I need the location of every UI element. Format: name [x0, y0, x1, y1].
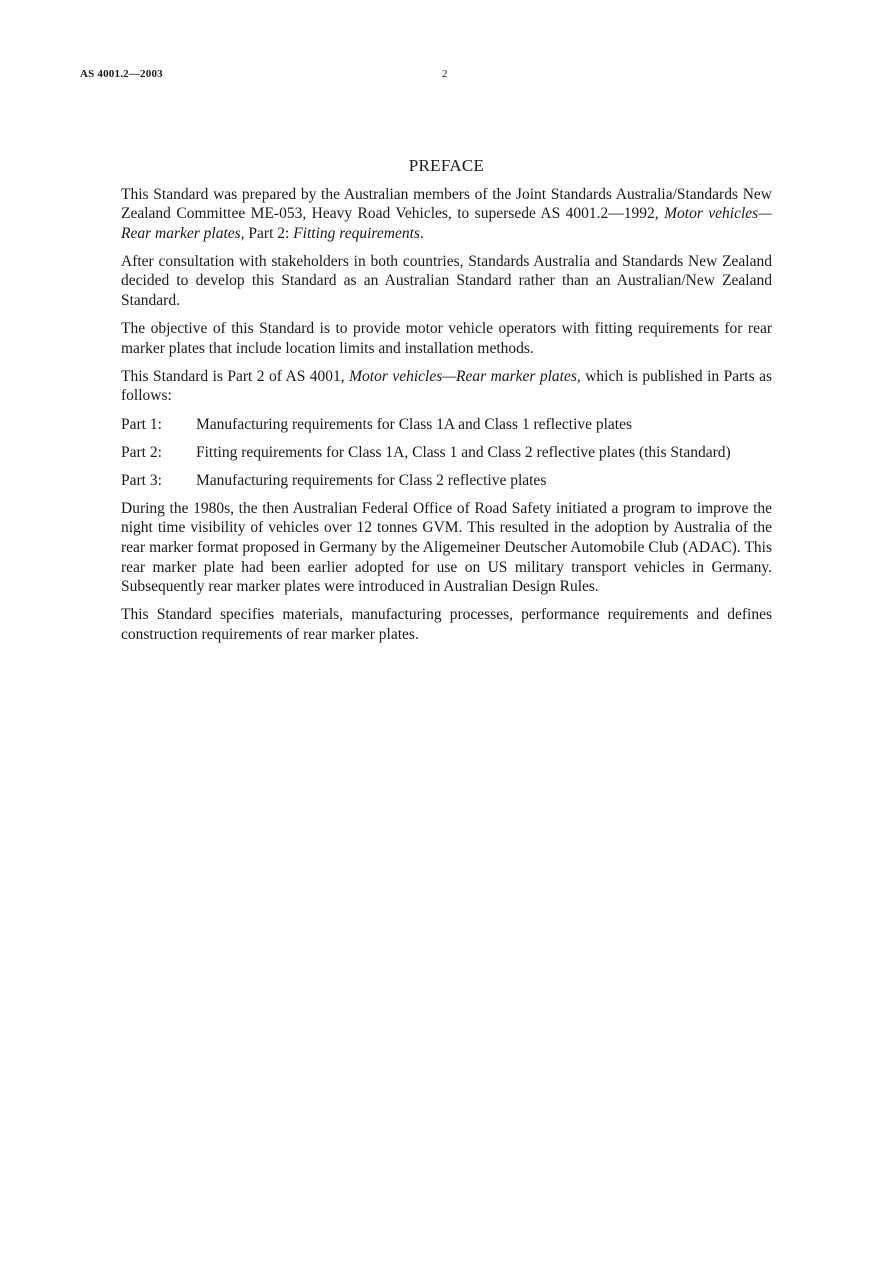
list-item: [121, 415, 772, 435]
para1-title-italic: Motor vehicles—Rear marker plates,: [121, 205, 772, 242]
preface-section: [121, 156, 772, 653]
preface-paragraph-4: [121, 367, 772, 406]
part-description: Fitting requirements for Class 1A, Class 1 and Class 2 reflective plates (this Standard): [196, 443, 731, 461]
preface-paragraph-6: This Standard specifies materials, manufacturing processes, performance requirements and defines construction requirements of rear marker plates.: [121, 606, 772, 643]
part-description: Manufacturing requirements for Class 1A and Class 1 reflective plates: [196, 415, 633, 433]
part-description: Manufacturing requirements for Class 2 reflective plates: [196, 471, 547, 489]
para1-text-a: This Standard was prepared by the Australian members of the Joint Standards Australia/Standards New Zealand Committee ME-053, Heavy Road Vehicles, to supersede AS 4001.2—1992,: [121, 185, 772, 223]
page-title: PREFACE: [408, 156, 485, 175]
page-header: [80, 68, 812, 84]
para4-text-c: , which is published in Parts as follows:: [121, 367, 772, 405]
para4-text-a: This Standard is Part 2 of AS 4001,: [121, 367, 350, 385]
preface-paragraph-5: During the 1980s, the then Australian Federal Office of Road Safety initiated a program to improve the night time visibility of vehicles over 12 tonnes GVM. This resulted in the adoption by Australia of the rear marker format proposed in Germany by the Aligemeiner Deutscher Automobile Club (ADAC). This rear marker plate had been earlier adopted for use on US military transport vehicles in Germany. Subsequently rear marker plates were introduced in Australian Design Rules.: [121, 499, 772, 596]
list-item: [121, 443, 772, 463]
document-id: AS 4001.2—2003: [80, 68, 163, 80]
para1-text-e: .: [419, 224, 424, 242]
para1-subtitle-italic: Fitting requirements: [293, 224, 420, 242]
list-item: [121, 471, 772, 491]
para1-text-c: Part 2:: [244, 224, 294, 242]
para4-title-italic: Motor vehicles—Rear marker plates: [349, 367, 577, 385]
part-label: Part 3:: [121, 471, 162, 489]
part-label: Part 1:: [121, 415, 162, 433]
preface-paragraph-3: The objective of this Standard is to provide motor vehicle operators with fitting requirements for rear marker plates that include location limits and installation methods.: [121, 320, 772, 357]
page-number: 2: [442, 68, 448, 80]
part-label: Part 2:: [121, 443, 162, 461]
preface-paragraph-1: [121, 185, 772, 244]
parts-list: [121, 415, 772, 491]
preface-paragraph-2: After consultation with stakeholders in both countries, Standards Australia and Standards New Zealand decided to develop this Standard as an Australian Standard rather than an Australian/New Zealand Standard.: [121, 252, 772, 310]
